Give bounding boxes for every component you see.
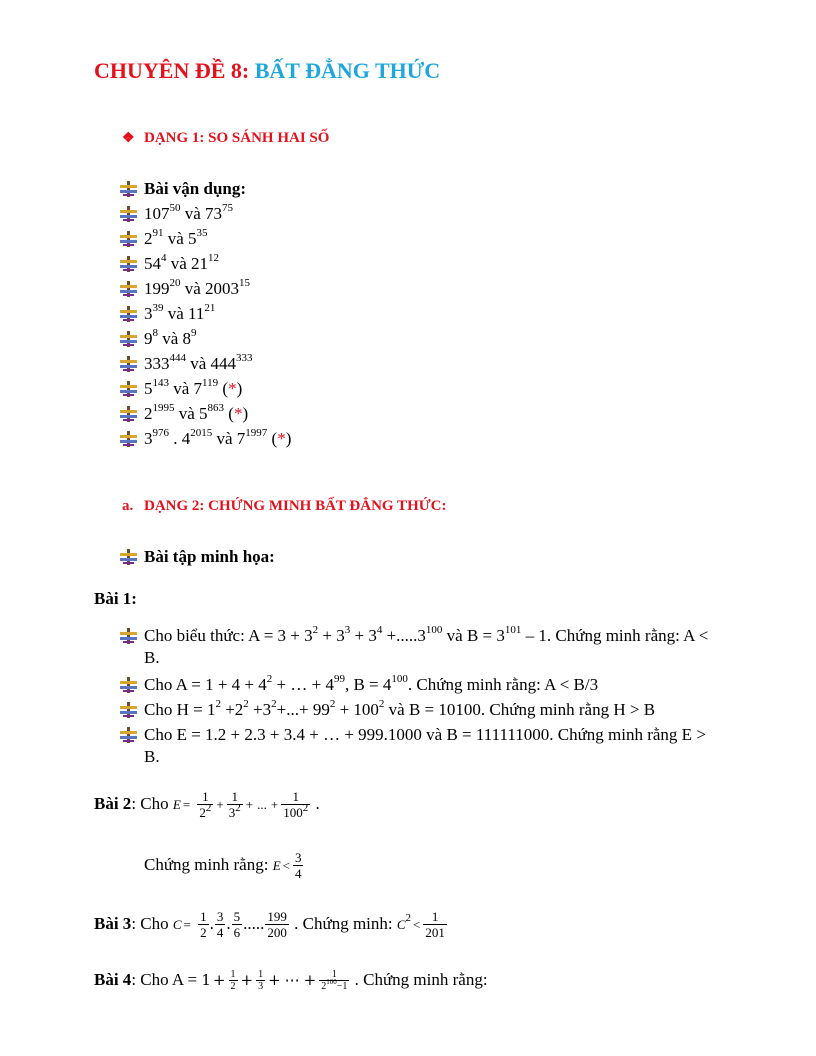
compare-item-text: $2^{1995}$ và $5^{863}$ (*) [144, 402, 249, 423]
bai-2-line-2: Chứng minh rằng: E < $\frac{3}{4}$ [144, 850, 302, 881]
bai-4: Bài 4: Cho A = 1 + $\frac{1}{2}$ + $\frac{1}{3}$ + ⋯ + $\frac{1}{2^{100}-1}$ . Chứng minh rằng: [94, 969, 488, 992]
compare-item-text: $5^{143}$ và $7^{119}$ (*) [144, 377, 243, 398]
pushpin-bullet-icon [120, 406, 137, 422]
bai-1-item-1 [120, 625, 720, 669]
pushpin-bullet-icon [120, 331, 137, 347]
pushpin-bullet-icon [120, 381, 137, 397]
pushpin-bullet-icon [120, 181, 137, 197]
bai-2-line-1: Bài 2: Cho E = $\frac{1}{2^2}$ + $\frac{1}{3^2}$ + ... + $\frac{1}{100^2}$ . [94, 789, 320, 820]
compare-item-text: $2^{91}$ và $5^{35}$ [144, 227, 208, 248]
bai-van-dung-label: Bài vận dụng: [144, 179, 247, 198]
section-dang-1 [122, 130, 329, 147]
bai-1-item-4 [120, 724, 720, 768]
title-part-2: BẤT ĐẲNG THỨC [254, 58, 441, 83]
star-mark: * [233, 404, 243, 423]
pushpin-bullet-icon [120, 677, 137, 693]
bai-3: Bài 3: Cho C = $\frac{1}{2}$ . $\frac{3}{4}$ . $\frac{5}{6}$ ..... $\frac{199}{200}$ . Chứng minh: $C^2$ < $\frac{1}{201}$ [94, 909, 445, 940]
compare-item-text: $9^8$ và $8^9$ [144, 327, 197, 348]
star-mark: * [228, 379, 237, 398]
pushpin-bullet-icon [120, 306, 137, 322]
pushpin-bullet-icon [120, 431, 137, 447]
section-dang-1-text: DẠNG 1: SO SÁNH HAI SỐ [144, 130, 330, 146]
pushpin-bullet-icon [120, 549, 137, 565]
bai-tap-label: Bài tập minh họa: [144, 547, 275, 566]
section-dang-2-label: a. [122, 498, 134, 514]
pushpin-bullet-icon [120, 356, 137, 372]
bai-1-item-1-text: Cho biểu thức: $A = 3 + 3^2 + 3^3 + 3^4 +.....3^{100}$ và $B = 3^{101} - 1$. Chứng minh rằng: A < B. [144, 624, 709, 667]
pushpin-bullet-icon [120, 281, 137, 297]
pushpin-bullet-icon [120, 702, 137, 718]
pushpin-bullet-icon [120, 256, 137, 272]
title-part-1: CHUYÊN ĐỀ 8: [94, 58, 255, 83]
compare-item-text: $107^{50}$ và $73^{75}$ [144, 202, 234, 223]
star-mark: * [277, 429, 286, 448]
bai-1-item-2-text: Cho $A = 1 + 4 + 4^2$ + … + $4^{99}$, $B = 4^{100}$. Chứng minh rằng: A < B/3 [144, 673, 599, 694]
compare-item-text: $54^4$ và $21^{12}$ [144, 252, 220, 273]
compare-item-text: $3^{976}$ . $4^{2015}$ và $7^{1997}$ (*) [144, 427, 292, 448]
bai-1-label: Bài 1: [94, 589, 137, 608]
compare-item-text: $333^{444}$ và $444^{333}$ [144, 352, 253, 373]
section-dang-2 [122, 498, 447, 515]
pushpin-bullet-icon [120, 231, 137, 247]
diamond-bullet-icon: ❖ [122, 131, 135, 146]
bai-1-item-3-text: Cho $H = 1^2 +2^2 +3^2+...+ 99^2 + 100^2$ và B = 10100. Chứng minh rằng H > B [144, 698, 656, 719]
page-title [94, 58, 440, 84]
pushpin-bullet-icon [120, 727, 137, 743]
bai-1-item-4-text: Cho E = 1.2 + 2.3 + 3.4 + … + 999.1000 và B = 111111000. Chứng minh rằng E > B. [144, 725, 706, 766]
compare-item-text: $3^{39}$ và $11^{21}$ [144, 302, 216, 323]
compare-item-text: $199^{20}$ và 2003$^{15}$ [144, 277, 251, 298]
section-dang-2-text: DẠNG 2: CHỨNG MINH BẤT ĐẲNG THỨC: [144, 498, 447, 514]
pushpin-bullet-icon [120, 206, 137, 222]
pushpin-bullet-icon [120, 628, 137, 644]
